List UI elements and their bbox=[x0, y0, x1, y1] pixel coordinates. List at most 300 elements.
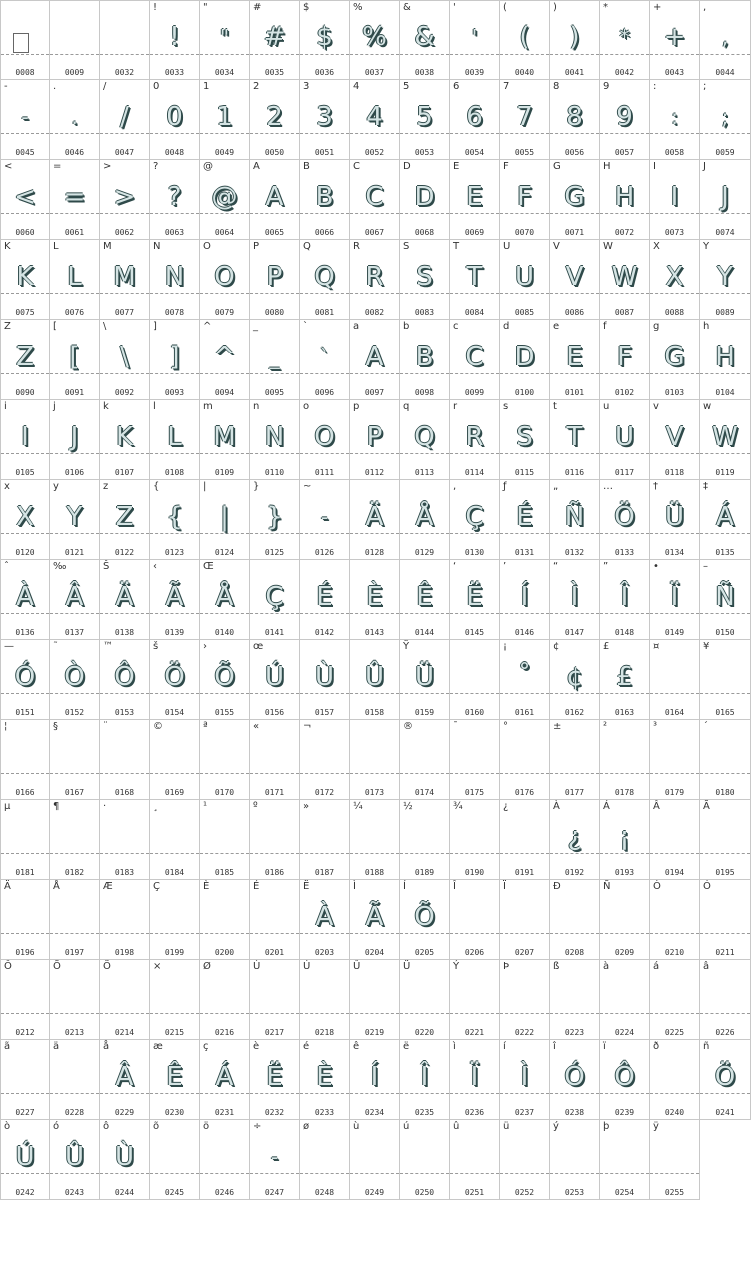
glyph-cell[interactable] bbox=[600, 80, 650, 160]
glyph-cell[interactable] bbox=[300, 1120, 350, 1200]
glyph-cell[interactable] bbox=[450, 1120, 500, 1200]
char-code: 0099 bbox=[464, 388, 485, 397]
glyph-cell[interactable] bbox=[100, 240, 150, 320]
glyph-cell[interactable] bbox=[150, 640, 200, 720]
glyph-cell[interactable] bbox=[350, 1120, 400, 1200]
glyph-cell[interactable] bbox=[400, 240, 450, 320]
baseline-guide bbox=[50, 293, 99, 294]
baseline-guide bbox=[500, 453, 549, 454]
glyph-cell[interactable] bbox=[200, 880, 250, 960]
glyph-cell[interactable] bbox=[700, 560, 751, 640]
glyph-cell[interactable] bbox=[50, 80, 100, 160]
glyph-cell[interactable] bbox=[0, 1040, 50, 1120]
char-code: 0009 bbox=[64, 68, 85, 77]
glyph-cell[interactable] bbox=[0, 800, 50, 880]
glyph-cell[interactable] bbox=[50, 0, 100, 80]
glyph-cell[interactable] bbox=[200, 960, 250, 1040]
baseline-guide bbox=[700, 54, 750, 55]
glyph-cell[interactable] bbox=[650, 160, 700, 240]
glyph-cell[interactable] bbox=[600, 720, 650, 800]
glyph-cell[interactable] bbox=[550, 800, 600, 880]
glyph-cell[interactable] bbox=[600, 320, 650, 400]
glyph-cell[interactable] bbox=[600, 1040, 650, 1120]
glyph-cell[interactable] bbox=[200, 80, 250, 160]
glyph-cell[interactable] bbox=[250, 160, 300, 240]
glyph-cell[interactable] bbox=[200, 160, 250, 240]
glyph-cell[interactable] bbox=[450, 320, 500, 400]
glyph-cell[interactable] bbox=[600, 880, 650, 960]
glyph-cell[interactable] bbox=[50, 400, 100, 480]
glyph-cell[interactable] bbox=[450, 480, 500, 560]
glyph-cell[interactable] bbox=[0, 720, 50, 800]
glyph-cell[interactable] bbox=[400, 480, 450, 560]
glyph-cell[interactable] bbox=[250, 240, 300, 320]
glyph-cell[interactable] bbox=[650, 480, 700, 560]
glyph-cell[interactable] bbox=[600, 800, 650, 880]
glyph-cell[interactable] bbox=[400, 800, 450, 880]
char-label: Ö bbox=[103, 961, 111, 972]
baseline-guide bbox=[450, 613, 499, 614]
glyph-cell[interactable] bbox=[300, 800, 350, 880]
glyph-preview: E bbox=[566, 342, 583, 372]
glyph-cell[interactable] bbox=[0, 1120, 50, 1200]
glyph-row bbox=[0, 0, 751, 80]
glyph-cell[interactable] bbox=[350, 320, 400, 400]
char-code: 0082 bbox=[364, 308, 385, 317]
glyph-cell[interactable] bbox=[450, 160, 500, 240]
glyph-cell[interactable] bbox=[550, 1040, 600, 1120]
baseline-guide bbox=[600, 373, 649, 374]
glyph-cell[interactable] bbox=[300, 240, 350, 320]
baseline-guide bbox=[550, 133, 599, 134]
glyph-cell[interactable] bbox=[150, 1040, 200, 1120]
glyph-cell[interactable] bbox=[650, 560, 700, 640]
glyph-preview: ¢ bbox=[566, 662, 583, 692]
glyph-cell[interactable] bbox=[600, 160, 650, 240]
glyph-cell[interactable] bbox=[500, 960, 550, 1040]
char-code: 0106 bbox=[64, 468, 85, 477]
baseline-guide bbox=[400, 373, 449, 374]
baseline-guide bbox=[400, 853, 449, 854]
glyph-cell[interactable] bbox=[550, 480, 600, 560]
glyph-cell[interactable] bbox=[350, 1040, 400, 1120]
glyph-cell[interactable] bbox=[150, 80, 200, 160]
glyph-cell[interactable] bbox=[450, 0, 500, 80]
glyph-cell[interactable] bbox=[300, 80, 350, 160]
glyph-cell[interactable] bbox=[300, 0, 350, 80]
glyph-cell[interactable] bbox=[400, 560, 450, 640]
glyph-preview: Õ bbox=[214, 662, 235, 692]
glyph-cell[interactable] bbox=[100, 0, 150, 80]
glyph-preview: Ó bbox=[564, 1062, 585, 1092]
glyph-cell[interactable] bbox=[150, 880, 200, 960]
baseline-guide bbox=[250, 693, 299, 694]
glyph-cell[interactable] bbox=[250, 320, 300, 400]
glyph-cell[interactable] bbox=[0, 400, 50, 480]
glyph-cell[interactable] bbox=[400, 1040, 450, 1120]
glyph-cell[interactable] bbox=[550, 1120, 600, 1200]
glyph-cell[interactable] bbox=[300, 480, 350, 560]
glyph-cell[interactable] bbox=[700, 880, 751, 960]
baseline-guide bbox=[500, 373, 549, 374]
glyph-cell[interactable] bbox=[450, 80, 500, 160]
glyph-cell[interactable] bbox=[400, 720, 450, 800]
baseline-guide bbox=[1, 693, 49, 694]
baseline-guide bbox=[200, 773, 249, 774]
glyph-cell[interactable] bbox=[550, 160, 600, 240]
glyph-cell[interactable] bbox=[700, 160, 751, 240]
glyph-cell[interactable] bbox=[100, 480, 150, 560]
glyph-preview: { bbox=[166, 502, 183, 532]
glyph-cell[interactable] bbox=[300, 640, 350, 720]
baseline-guide bbox=[700, 933, 750, 934]
glyph-cell[interactable] bbox=[550, 0, 600, 80]
char-code: 0110 bbox=[264, 468, 285, 477]
baseline-guide bbox=[550, 533, 599, 534]
glyph-cell[interactable] bbox=[600, 400, 650, 480]
glyph-cell[interactable] bbox=[150, 240, 200, 320]
char-label: 4 bbox=[353, 81, 360, 92]
glyph-cell[interactable] bbox=[700, 960, 751, 1040]
glyph-cell[interactable] bbox=[600, 480, 650, 560]
glyph-preview: X bbox=[16, 502, 34, 532]
glyph-cell[interactable] bbox=[350, 640, 400, 720]
baseline-guide bbox=[300, 1013, 349, 1014]
glyph-cell[interactable] bbox=[300, 320, 350, 400]
glyph-cell[interactable] bbox=[550, 320, 600, 400]
glyph-cell[interactable] bbox=[350, 480, 400, 560]
glyph-cell[interactable] bbox=[450, 400, 500, 480]
glyph-cell[interactable] bbox=[0, 480, 50, 560]
glyph-cell[interactable] bbox=[150, 1120, 200, 1200]
glyph-cell[interactable] bbox=[200, 800, 250, 880]
glyph-cell[interactable] bbox=[450, 800, 500, 880]
glyph-cell[interactable] bbox=[250, 0, 300, 80]
glyph-cell[interactable] bbox=[450, 560, 500, 640]
glyph-cell[interactable] bbox=[650, 320, 700, 400]
glyph-cell[interactable] bbox=[200, 320, 250, 400]
glyph-preview: I bbox=[21, 422, 29, 452]
glyph-cell[interactable] bbox=[550, 960, 600, 1040]
glyph-cell[interactable] bbox=[450, 240, 500, 320]
glyph-cell[interactable] bbox=[50, 1040, 100, 1120]
glyph-cell[interactable] bbox=[200, 1120, 250, 1200]
glyph-cell[interactable] bbox=[600, 960, 650, 1040]
glyph-cell[interactable] bbox=[650, 720, 700, 800]
glyph-cell[interactable] bbox=[0, 0, 50, 80]
glyph-cell[interactable] bbox=[400, 160, 450, 240]
char-code: 0191 bbox=[514, 868, 535, 877]
glyph-cell[interactable] bbox=[0, 240, 50, 320]
glyph-preview: ] bbox=[169, 342, 180, 372]
glyph-preview: C bbox=[465, 342, 484, 372]
char-code: 0134 bbox=[664, 548, 685, 557]
glyph-cell[interactable] bbox=[450, 640, 500, 720]
glyph-cell[interactable] bbox=[0, 160, 50, 240]
notdef-box-icon bbox=[13, 33, 29, 53]
char-label: ~ bbox=[303, 481, 312, 492]
glyph-cell[interactable] bbox=[600, 0, 650, 80]
glyph-cell[interactable] bbox=[100, 400, 150, 480]
glyph-cell[interactable] bbox=[50, 1120, 100, 1200]
glyph-cell[interactable] bbox=[400, 960, 450, 1040]
glyph-cell[interactable] bbox=[650, 800, 700, 880]
char-label: ' bbox=[453, 2, 456, 13]
glyph-cell[interactable] bbox=[500, 80, 550, 160]
glyph-cell[interactable] bbox=[0, 320, 50, 400]
glyph-cell[interactable] bbox=[50, 240, 100, 320]
glyph-cell[interactable] bbox=[250, 800, 300, 880]
glyph-preview: F bbox=[517, 182, 532, 212]
glyph-cell[interactable] bbox=[350, 400, 400, 480]
glyph-cell[interactable] bbox=[100, 880, 150, 960]
glyph-cell[interactable] bbox=[500, 240, 550, 320]
glyph-cell[interactable] bbox=[700, 0, 751, 80]
glyph-cell[interactable] bbox=[300, 560, 350, 640]
char-code: 0227 bbox=[15, 1108, 35, 1117]
glyph-cell[interactable] bbox=[100, 1040, 150, 1120]
baseline-guide bbox=[650, 1173, 699, 1174]
glyph-cell[interactable] bbox=[500, 160, 550, 240]
glyph-cell[interactable] bbox=[500, 1040, 550, 1120]
char-label: c bbox=[453, 321, 459, 332]
char-code: 0196 bbox=[15, 948, 35, 957]
glyph-cell[interactable] bbox=[450, 1040, 500, 1120]
glyph-cell[interactable] bbox=[150, 480, 200, 560]
glyph-cell[interactable] bbox=[700, 720, 751, 800]
glyph-cell[interactable] bbox=[300, 400, 350, 480]
glyph-cell[interactable] bbox=[600, 560, 650, 640]
glyph-cell[interactable] bbox=[500, 560, 550, 640]
glyph-cell[interactable] bbox=[450, 880, 500, 960]
glyph-preview: Å bbox=[215, 582, 234, 612]
glyph-cell[interactable] bbox=[700, 1040, 751, 1120]
glyph-cell[interactable] bbox=[500, 640, 550, 720]
glyph-cell[interactable] bbox=[200, 480, 250, 560]
glyph-cell[interactable] bbox=[550, 880, 600, 960]
glyph-cell[interactable] bbox=[150, 0, 200, 80]
glyph-cell[interactable] bbox=[550, 80, 600, 160]
glyph-cell[interactable] bbox=[550, 240, 600, 320]
glyph-cell[interactable] bbox=[150, 400, 200, 480]
glyph-cell[interactable] bbox=[200, 1040, 250, 1120]
glyph-cell[interactable] bbox=[600, 640, 650, 720]
glyph-cell[interactable] bbox=[650, 960, 700, 1040]
glyph-cell[interactable] bbox=[300, 720, 350, 800]
glyph-cell[interactable] bbox=[250, 1040, 300, 1120]
glyph-cell[interactable] bbox=[250, 560, 300, 640]
char-code: 0070 bbox=[514, 228, 535, 237]
baseline-guide bbox=[300, 213, 349, 214]
glyph-cell[interactable] bbox=[450, 960, 500, 1040]
glyph-cell[interactable] bbox=[100, 320, 150, 400]
glyph-cell[interactable] bbox=[150, 320, 200, 400]
glyph-cell[interactable] bbox=[150, 720, 200, 800]
glyph-cell[interactable] bbox=[250, 880, 300, 960]
char-code: 0131 bbox=[514, 548, 535, 557]
glyph-cell[interactable] bbox=[50, 320, 100, 400]
glyph-cell[interactable] bbox=[500, 1120, 550, 1200]
glyph-cell[interactable] bbox=[700, 80, 751, 160]
glyph-cell[interactable] bbox=[250, 400, 300, 480]
baseline-guide bbox=[400, 773, 449, 774]
glyph-cell[interactable] bbox=[700, 800, 751, 880]
glyph-cell[interactable] bbox=[500, 400, 550, 480]
char-code: 0247 bbox=[264, 1188, 285, 1197]
char-label: T bbox=[453, 241, 460, 252]
glyph-cell[interactable] bbox=[50, 880, 100, 960]
glyph-cell[interactable] bbox=[450, 720, 500, 800]
glyph-cell[interactable] bbox=[150, 160, 200, 240]
glyph-cell[interactable] bbox=[250, 480, 300, 560]
glyph-cell[interactable] bbox=[250, 1120, 300, 1200]
glyph-cell[interactable] bbox=[650, 0, 700, 80]
glyph-cell[interactable] bbox=[100, 160, 150, 240]
glyph-cell[interactable] bbox=[500, 800, 550, 880]
char-code: 0253 bbox=[564, 1188, 585, 1197]
glyph-cell[interactable] bbox=[250, 960, 300, 1040]
glyph-cell[interactable] bbox=[50, 800, 100, 880]
glyph-cell[interactable] bbox=[350, 720, 400, 800]
glyph-cell[interactable] bbox=[700, 240, 751, 320]
glyph-cell[interactable] bbox=[0, 880, 50, 960]
glyph-cell[interactable] bbox=[50, 720, 100, 800]
glyph-cell[interactable] bbox=[700, 480, 751, 560]
glyph-cell[interactable] bbox=[100, 720, 150, 800]
glyph-cell[interactable] bbox=[250, 640, 300, 720]
glyph-cell[interactable] bbox=[550, 560, 600, 640]
glyph-cell[interactable] bbox=[100, 800, 150, 880]
glyph-cell[interactable] bbox=[200, 400, 250, 480]
glyph-cell[interactable] bbox=[500, 320, 550, 400]
glyph-cell[interactable] bbox=[500, 0, 550, 80]
glyph-preview: ; bbox=[721, 105, 729, 129]
glyph-cell[interactable] bbox=[100, 960, 150, 1040]
glyph-cell[interactable] bbox=[300, 960, 350, 1040]
glyph-cell[interactable] bbox=[550, 400, 600, 480]
glyph-cell[interactable] bbox=[100, 80, 150, 160]
glyph-cell[interactable] bbox=[50, 560, 100, 640]
baseline-guide bbox=[100, 293, 149, 294]
glyph-cell[interactable] bbox=[200, 560, 250, 640]
char-label: ³ bbox=[653, 721, 658, 732]
glyph-cell[interactable] bbox=[200, 0, 250, 80]
baseline-guide bbox=[700, 613, 750, 614]
glyph-cell[interactable] bbox=[650, 240, 700, 320]
char-code: 0055 bbox=[514, 148, 535, 157]
glyph-cell[interactable] bbox=[400, 1120, 450, 1200]
char-code: 0101 bbox=[564, 388, 585, 397]
glyph-cell[interactable] bbox=[100, 560, 150, 640]
glyph-cell[interactable] bbox=[400, 400, 450, 480]
glyph-cell[interactable] bbox=[650, 400, 700, 480]
glyph-cell[interactable] bbox=[700, 400, 751, 480]
glyph-cell[interactable] bbox=[50, 480, 100, 560]
glyph-cell[interactable] bbox=[350, 880, 400, 960]
char-code: 0246 bbox=[214, 1188, 235, 1197]
glyph-preview: ' bbox=[471, 25, 478, 49]
glyph-cell[interactable] bbox=[350, 800, 400, 880]
char-code: 0241 bbox=[715, 1108, 735, 1117]
glyph-cell[interactable] bbox=[600, 1120, 650, 1200]
glyph-cell[interactable] bbox=[50, 640, 100, 720]
glyph-cell[interactable] bbox=[350, 0, 400, 80]
glyph-cell[interactable] bbox=[0, 560, 50, 640]
glyph-cell[interactable] bbox=[400, 80, 450, 160]
glyph-cell[interactable] bbox=[150, 960, 200, 1040]
glyph-cell[interactable] bbox=[700, 640, 751, 720]
char-label: * bbox=[603, 2, 608, 13]
char-label: š bbox=[153, 641, 159, 652]
glyph-cell[interactable] bbox=[0, 80, 50, 160]
baseline-guide bbox=[550, 773, 599, 774]
glyph-preview: V bbox=[665, 422, 684, 452]
char-code: 0061 bbox=[64, 228, 85, 237]
glyph-cell[interactable] bbox=[0, 960, 50, 1040]
glyph-cell[interactable] bbox=[650, 80, 700, 160]
glyph-cell[interactable] bbox=[50, 960, 100, 1040]
glyph-cell[interactable] bbox=[350, 240, 400, 320]
glyph-cell[interactable] bbox=[400, 640, 450, 720]
glyph-cell[interactable] bbox=[0, 640, 50, 720]
char-code: 0136 bbox=[15, 628, 35, 637]
glyph-cell[interactable] bbox=[200, 720, 250, 800]
glyph-cell[interactable] bbox=[650, 880, 700, 960]
glyph-cell[interactable] bbox=[250, 80, 300, 160]
glyph-cell[interactable] bbox=[650, 640, 700, 720]
glyph-preview: U bbox=[514, 262, 535, 292]
glyph-cell[interactable] bbox=[600, 240, 650, 320]
glyph-cell[interactable] bbox=[500, 720, 550, 800]
char-label: 6 bbox=[453, 81, 460, 92]
char-code: 0064 bbox=[214, 228, 235, 237]
glyph-cell[interactable] bbox=[700, 320, 751, 400]
char-label: Ý bbox=[453, 961, 460, 972]
glyph-cell[interactable] bbox=[100, 1120, 150, 1200]
glyph-cell[interactable] bbox=[300, 880, 350, 960]
glyph-cell[interactable] bbox=[350, 80, 400, 160]
glyph-cell[interactable] bbox=[50, 160, 100, 240]
glyph-cell[interactable] bbox=[500, 880, 550, 960]
glyph-cell[interactable] bbox=[150, 800, 200, 880]
char-code: 0157 bbox=[314, 708, 335, 717]
glyph-cell[interactable] bbox=[550, 720, 600, 800]
glyph-cell[interactable] bbox=[400, 0, 450, 80]
char-code: 0201 bbox=[264, 948, 285, 957]
glyph-cell[interactable] bbox=[350, 160, 400, 240]
glyph-cell[interactable] bbox=[150, 560, 200, 640]
baseline-guide bbox=[700, 293, 750, 294]
glyph-cell[interactable] bbox=[650, 1040, 700, 1120]
glyph-cell[interactable] bbox=[250, 720, 300, 800]
glyph-cell[interactable] bbox=[400, 880, 450, 960]
glyph-cell[interactable] bbox=[200, 640, 250, 720]
glyph-cell[interactable] bbox=[500, 480, 550, 560]
char-code: 0086 bbox=[564, 308, 585, 317]
glyph-preview: A bbox=[365, 342, 384, 372]
glyph-cell[interactable] bbox=[200, 240, 250, 320]
glyph-cell[interactable] bbox=[400, 320, 450, 400]
glyph-cell[interactable] bbox=[650, 1120, 700, 1200]
char-label: [ bbox=[53, 321, 57, 332]
glyph-cell[interactable] bbox=[350, 960, 400, 1040]
glyph-cell[interactable] bbox=[550, 640, 600, 720]
char-code: 0087 bbox=[614, 308, 635, 317]
glyph-cell[interactable] bbox=[300, 1040, 350, 1120]
glyph-cell[interactable] bbox=[300, 160, 350, 240]
glyph-cell[interactable] bbox=[100, 640, 150, 720]
glyph-cell[interactable] bbox=[350, 560, 400, 640]
